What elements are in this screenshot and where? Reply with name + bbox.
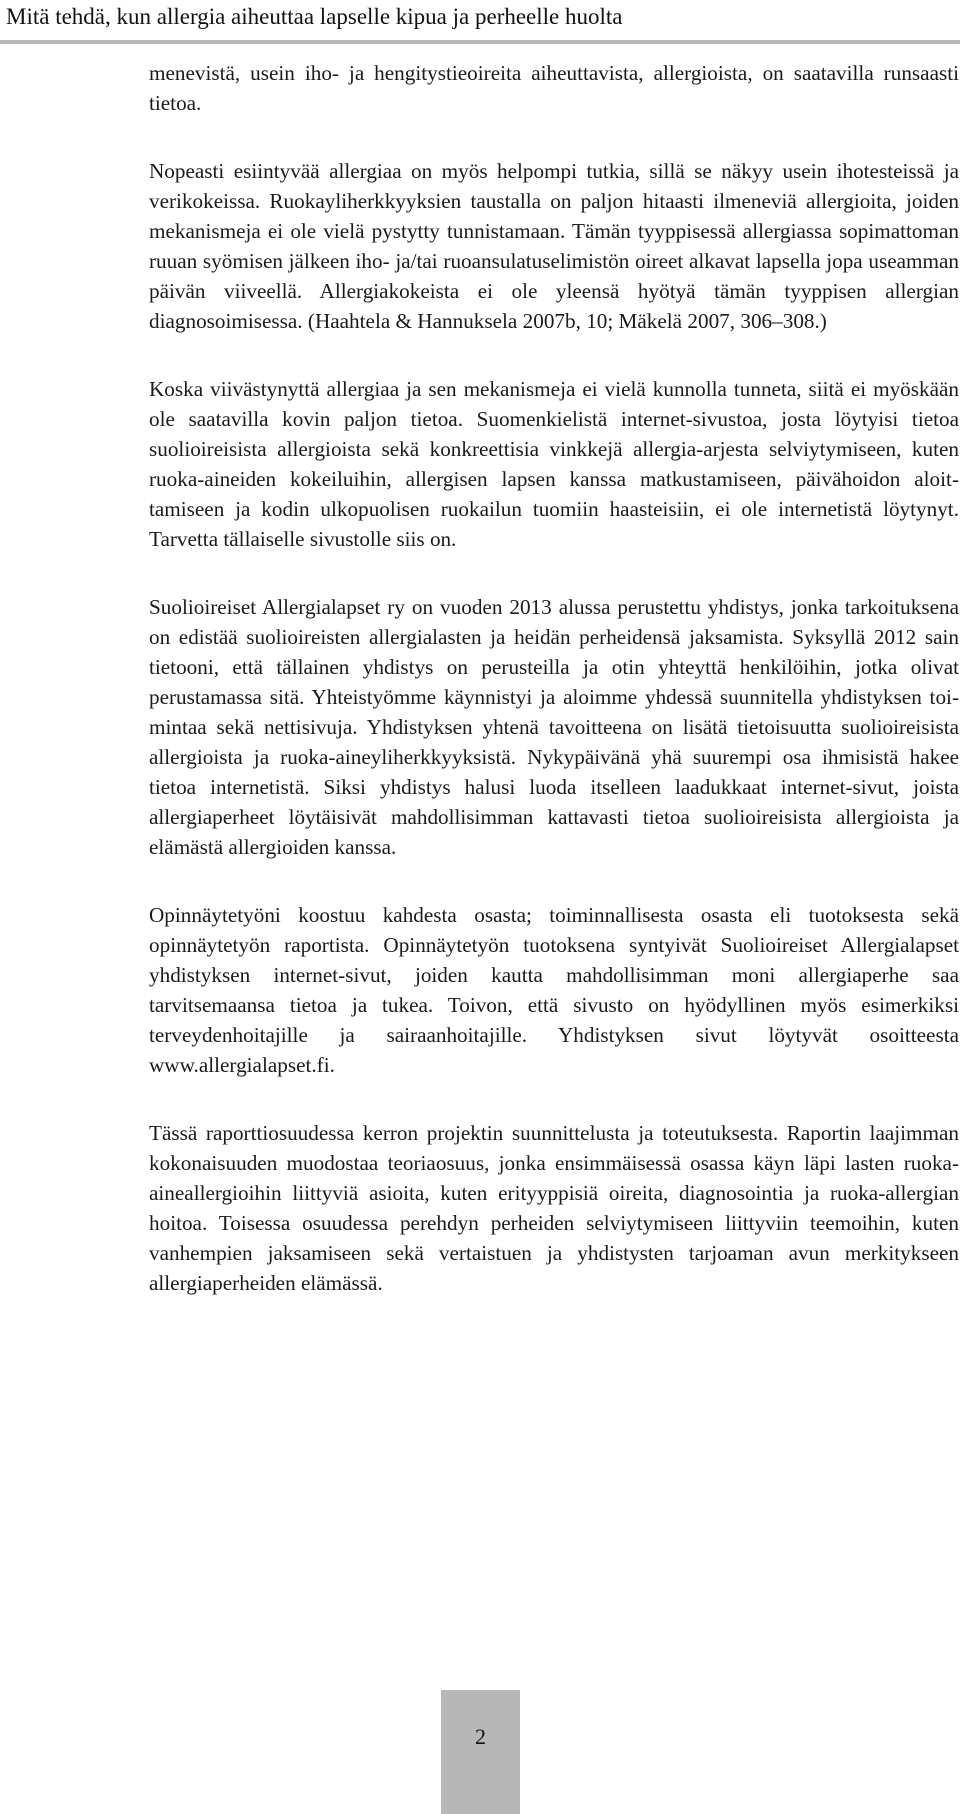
page-number: 2	[475, 1724, 486, 1749]
page-number-box	[441, 1690, 520, 1814]
paragraph-3: Koska viivästynyttä allergiaa ja sen mekanismeja ei vielä kunnolla tunneta, siitä ei myöskään ole saatavilla kovin paljon tietoa. Suomenkielistä internet-sivustoa, josta löytyisi tietoa suolioireisista allergioista sekä konkreettisia vinkkejä allergia-arjesta selviytymiseen, kuten ruoka-aineiden kokeiluihin, allergisen lapsen kanssa matkustamiseen, päivähoidon aloittamiseen ja kodin ulkopuolisen ruokailun tuomiin haasteisiin, ei ole internetistä löytynyt. Tarvetta tällaiselle sivustolle siis on.	[149, 377, 959, 551]
paragraph-1: menevistä, usein iho- ja hengitystieoireita aiheuttavista, allergioista, on saatavilla runsaasti tietoa.	[149, 61, 959, 115]
page-header	[0, 0, 960, 44]
header-title: Mitä tehdä, kun allergia aiheuttaa lapselle kipua ja perheelle huolta	[6, 4, 623, 29]
paragraph-6: Tässä raporttiosuudessa kerron projektin suunnittelusta ja toteutuksesta. Raportin laajimman kokonaisuuden muodostaa teoriaosuus, jonka ensimmäisessä osassa käyn läpi lasten ruoka-aineallergioihin liittyviä asioita, kuten erityyppisiä oireita, diagnosointia ja ruoka-allergian hoitoa. Toisessa osuudessa perehdyn perheiden selviytymiseen liittyviin teemoihin, kuten vanhempien jaksamiseen sekä vertaistuen ja yhdistysten tarjoaman avun merkitykseen allergiaperheiden elämässä.	[149, 1121, 959, 1295]
paragraph-2: Nopeasti esiintyvää allergiaa on myös helpompi tutkia, sillä se näkyy usein ihotesteissä ja verikokeissa. Ruokayliherkkyyksien taustalla on paljon hitaasti ilmeneviä allergioita, joiden mekanismeja ei ole vielä pystytty tunnistamaan. Tämän tyyppisessä allergiassa sopimattoman ruuan syömisen jälkeen iho- ja/tai ruoansulatuselimistön oireet alkavat lapsella jopa useamman päivän viiveellä. Allergiakokeista ei ole yleensä hyötyä tämän tyyppisen allergian diagnosoimisessa. (Haahtela & Hannuksela 2007b, 10; Mäkelä 2007, 306–308.)	[149, 159, 959, 333]
paragraph-4: Suolioireiset Allergialapset ry on vuoden 2013 alussa perustettu yhdistys, jonka tarkoituksena on edistää suolioireisten allergialasten ja heidän perheidensä jaksamista. Syksyllä 2012 sain tietooni, että tällainen yhdistys on perusteilla ja otin yhteyttä henkilöihin, jotka olivat perustamassa sitä. Yhteistyömme käynnistyi ja aloimme yhdessä suunnitella yhdistyksen toimintaa sekä nettisivuja. Yhdistyksen yhtenä tavoitteena on lisätä tietoisuutta suolioireisista allergioista ja ruoka-aineyliherkkyyksistä. Nykypäivänä yhä suurempi osa ihmisistä hakee tietoa internetistä. Siksi yhdistys halusi luoda itselleen laadukkaat internet-sivut, joista allergiaperheet löytäisivät mahdollisimman kattavasti tietoa suolioireisista allergioista ja elämästä allergioiden kanssa.	[149, 595, 959, 859]
document-body	[149, 58, 959, 1336]
paragraph-5: Opinnäytetyöni koostuu kahdesta osasta; toiminnallisesta osasta eli tuotoksesta sekä opinnäytetyön raportista. Opinnäytetyön tuotoksena syntyivät Suolioireiset Allergialapset yhdistyksen internet-sivut, joiden kautta mahdollisimman moni allergiaperhe saa tarvitsemaansa tietoa ja tukea. Toivon, että sivusto on hyödyllinen myös esimerkiksi terveydenhoitajille ja sairaanhoitajille. Yhdistyksen sivut löytyvät osoitteesta www.allergialapset.fi.	[149, 903, 959, 1077]
